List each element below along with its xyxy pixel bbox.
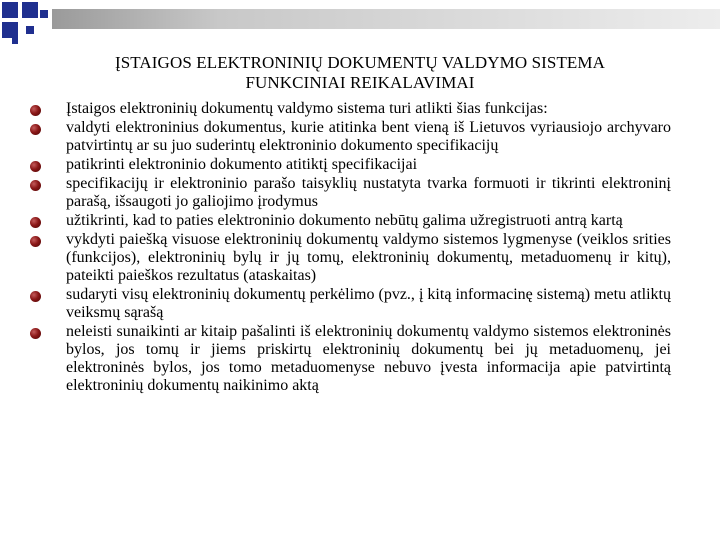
list-item	[30, 286, 671, 322]
bullet-icon	[30, 161, 41, 172]
list-item-text: vykdyti paiešką visuose elektroninių dokumentų valdymo sistemos lygmenyse (veiklos srities (funkcijos), elektroninių bylų ir jų tomų, elektroninių dokumentų, metaduomenų ir kitų), pateikti paieškos rezultatus (ataskaitas)	[66, 231, 671, 284]
bullet-icon	[30, 180, 41, 191]
list-item	[30, 119, 671, 155]
list-item	[30, 156, 671, 174]
bullet-icon	[30, 291, 41, 302]
title-line-2: FUNKCINIAI REIKALAVIMAI	[245, 73, 475, 92]
list-item-text: užtikrinti, kad to paties elektroninio dokumento nebūtų galima užregistruoti antrą kartą	[66, 212, 623, 229]
list-item	[30, 100, 671, 118]
bullet-icon	[30, 124, 41, 135]
list-item	[30, 231, 671, 285]
list-item	[30, 323, 671, 395]
bullet-icon	[30, 236, 41, 247]
list-item	[30, 175, 671, 211]
bullet-icon	[30, 105, 41, 116]
title-line-1: ĮSTAIGOS ELEKTRONINIŲ DOKUMENTŲ VALDYMO SISTEMA	[114, 53, 606, 72]
page-title	[40, 53, 680, 93]
bullet-icon	[30, 217, 41, 228]
list-item	[30, 212, 671, 230]
list-item-text: valdyti elektroninius dokumentus, kurie atitinka bent vieną iš Lietuvos vyriausiojo archyvaro patvirtintų ar su juo suderintų elektroninio dokumento specifikacijų	[66, 119, 671, 154]
list-item-text: neleisti sunaikinti ar kitaip pašalinti iš elektroninių dokumentų valdymo sistemos elektroninės bylos, jos tomų ir jiems priskirtų elektroninių dokumentų bei jų metaduomenų, jei elektroninės bylos, jos tomo metaduomenyse nebuvo įvesta informacija apie patvirtintą elektroninių dokumentų naikinimo aktą	[66, 323, 671, 394]
list-item-text: specifikacijų ir elektroninio parašo taisyklių nustatyta tvarka formuoti ir tikrinti elektroninį parašą, išsaugoti jo galiojimo įrodymus	[66, 175, 671, 210]
top-gradient-rule	[52, 9, 720, 29]
list-item-text: sudaryti visų elektroninių dokumentų perkėlimo (pvz., į kitą informacinę sistemą) metu atliktų veiksmų sąrašą	[66, 286, 671, 321]
list-item-text: Įstaigos elektroninių dokumentų valdymo sistema turi atlikti šias funkcijas:	[66, 100, 548, 117]
requirements-list	[30, 100, 671, 396]
bullet-icon	[30, 328, 41, 339]
list-item-text: patikrinti elektroninio dokumento atitiktį specifikacijai	[66, 156, 418, 173]
